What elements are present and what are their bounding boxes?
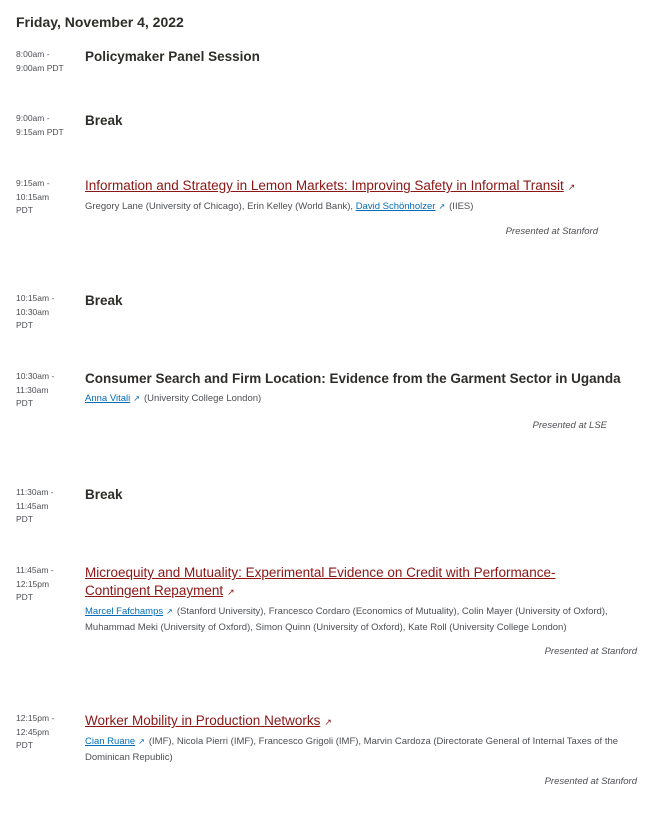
presented-at: Presented at Stanford <box>544 646 637 657</box>
external-link-icon: ↗ <box>227 587 235 597</box>
session-content <box>85 112 645 130</box>
session-content <box>85 177 645 215</box>
session-title-link[interactable]: Microequity and Mutuality: Experimental Evidence on Credit with Performance- Contingent Repayment ↗ <box>85 564 645 601</box>
external-link-icon: ↗ <box>138 737 145 746</box>
session-title-link[interactable]: Information and Strategy in Lemon Markets: Improving Safety in Informal Transit ↗ <box>85 177 645 196</box>
session-title: Consumer Search and Firm Location: Evidence from the Garment Sector in Uganda <box>85 371 621 386</box>
presented-at: Presented at Stanford <box>544 776 637 787</box>
session-authors: Anna Vitali ↗ (University College London) <box>85 393 262 404</box>
session-content <box>85 292 645 310</box>
author-link[interactable]: Marcel Fafchamps <box>85 606 164 617</box>
session-time: 8:00am - 9:00am PDT <box>16 49 64 73</box>
session-time: 11:45am - 12:15pm PDT <box>16 565 54 602</box>
author-link[interactable]: David Schönholzer <box>355 201 436 212</box>
external-link-icon: ↗ <box>166 607 173 616</box>
session-time: 10:15am - 10:30am PDT <box>16 293 55 330</box>
external-link-icon: ↗ <box>567 182 576 192</box>
session-title: Break <box>85 113 123 128</box>
session-content <box>85 712 645 765</box>
session-title: Policymaker Panel Session <box>85 49 260 64</box>
session-content <box>85 48 645 66</box>
session-title: Break <box>85 293 123 308</box>
author-link[interactable]: Anna Vitali <box>85 393 131 404</box>
session-time: 11:30am - 11:45am PDT <box>16 487 54 524</box>
session-content <box>85 564 645 635</box>
session-title-link[interactable]: Worker Mobility in Production Networks ↗ <box>85 712 645 731</box>
session-title: Break <box>85 487 123 502</box>
session-content <box>85 486 645 504</box>
day-heading: Friday, November 4, 2022 <box>16 14 184 30</box>
presented-at: Presented at LSE <box>532 420 607 431</box>
presented-at: Presented at Stanford <box>505 226 598 237</box>
session-time: 9:15am - 10:15am PDT <box>16 178 50 215</box>
author-link[interactable]: Cian Ruane <box>85 736 136 747</box>
external-link-icon: ↗ <box>438 202 446 211</box>
session-authors: Marcel Fafchamps ↗ (Stanford University), Francesco Cordaro (Economics of Mutuality), Colin Mayer (University of Oxford), Muhammad Meki (University of Oxford), Simon Quinn (University of Oxford), Kate Roll (University College London) <box>85 606 608 633</box>
session-authors: Gregory Lane (University of Chicago), Erin Kelley (World Bank), David Schönholzer ↗ (IIES) <box>85 201 474 212</box>
session-authors: Cian Ruane ↗ (IMF), Nicola Pierri (IMF), Francesco Grigoli (IMF), Marvin Cardoza (Directorate General of Internal Taxes of the Dominican Republic) <box>85 736 619 763</box>
session-time: 10:30am - 11:30am PDT <box>16 371 55 408</box>
session-time: 9:00am - 9:15am PDT <box>16 113 64 137</box>
session-time: 12:15pm - 12:45pm PDT <box>16 713 55 750</box>
external-link-icon: ↗ <box>133 394 140 403</box>
external-link-icon: ↗ <box>324 717 332 727</box>
session-content <box>85 370 645 407</box>
